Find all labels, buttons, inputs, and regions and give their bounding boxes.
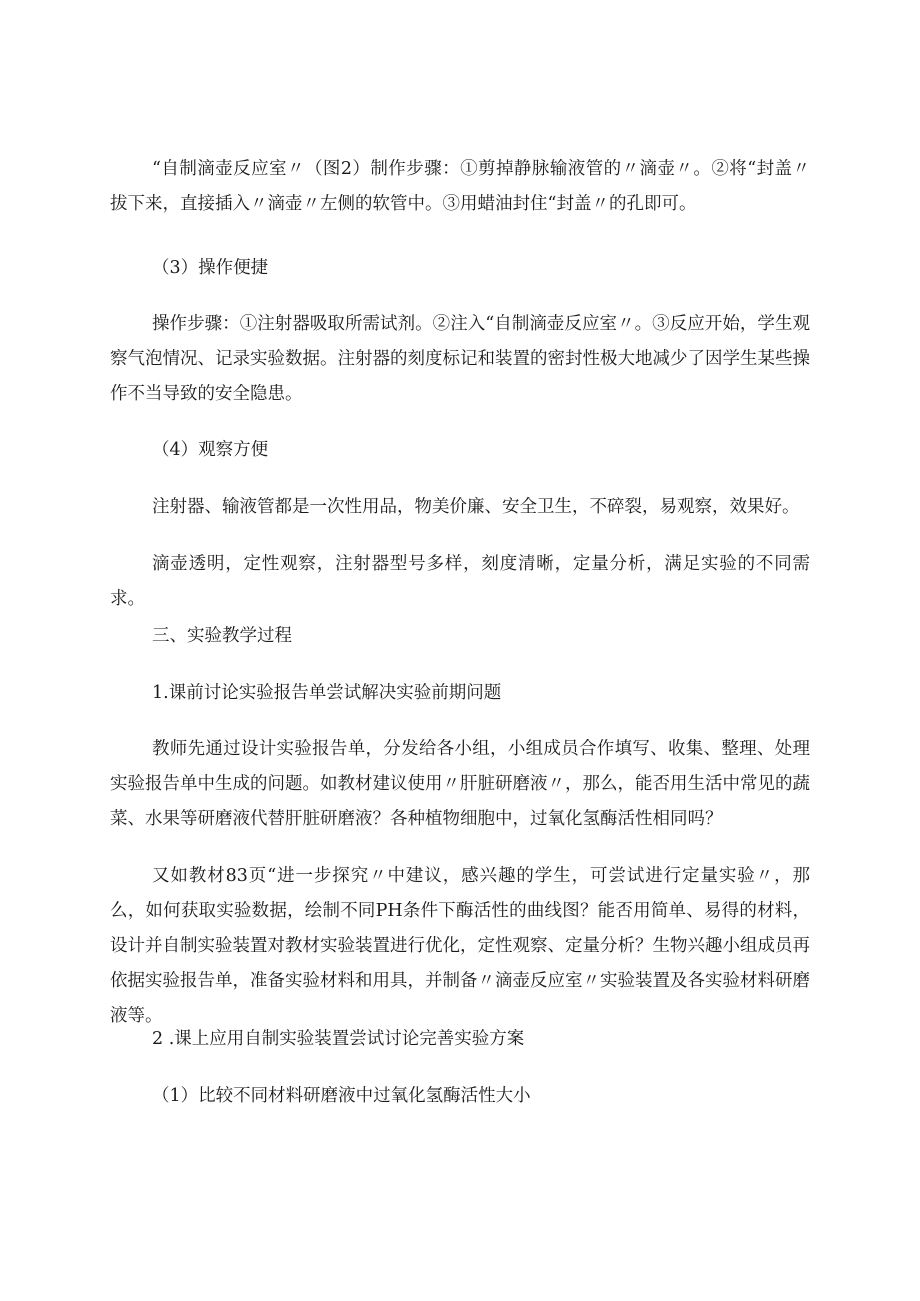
paragraph-operation-steps: 操作步骤：①注射器吸取所需试剂。②注入“自制滴壶反应室〃。③反应开始，学生观察气泡情况、记录实验数据。注射器的刻度标记和装置的密封性极大地减少了因学生某些操作不当导致的安全隐患。 (110, 314, 810, 404)
paragraph-report-sheet: 教师先通过设计实验报告单，分发给各小组，小组成员合作填写、收集、整理、处理实验报告单中生成的问题。如教材建议使用〃肝脏研磨液〃，那么，能否用生活中常见的蔬菜、水果等研磨液代替肝脏研磨液？各种植物细胞中，过氧化氢酶活性相同吗？ (110, 739, 810, 829)
subheading-compare-materials: （1）比较不同材料研磨液中过氧化氢酶活性大小 (152, 1086, 531, 1106)
paragraph-dripper-transparent: 滴壶透明，定性观察，注射器型号多样，刻度清晰，定量分析，满足实验的不同需求。 (110, 554, 810, 609)
paragraph-syringe-tube: 注射器、输液管都是一次性用品，物美价廉、安全卫生，不碎裂，易观察，效果好。 (152, 497, 800, 517)
heading-easy-observation: （4）观察方便 (152, 440, 269, 460)
heading-easy-operation: （3）操作便捷 (152, 258, 269, 278)
subheading-pre-class: 1.课前讨论实验报告单尝试解决实验前期问题 (152, 683, 502, 703)
subheading-in-class: 2 .课上应用自制实验装置尝试讨论完善实验方案 (152, 1029, 525, 1049)
section-heading-teaching-process: 三、实验教学过程 (152, 626, 292, 646)
paragraph-textbook-example: 又如教材83页“进一步探究〃中建议，感兴趣的学生，可尝试进行定量实验〃，那么，如何获取实验数据，绘制不同PH条件下酶活性的曲线图？能否用简单、易得的材料，设计并自制实验装置对教材实验装置进行优化，定性观察、定量分析？生物兴趣小组成员再依据实验报告单，准备实验材料和用具，并制备〃滴壶反应室〃实验装置及各实验材料研磨液等。 (110, 866, 810, 1026)
paragraph-dripper-steps: “自制滴壶反应室〃（图2）制作步骤：①剪掉静脉输液管的〃滴壶〃。②将“封盖〃拔下来，直接插入〃滴壶〃左侧的软管中。③用蜡油封住“封盖〃的孔即可。 (110, 159, 810, 214)
